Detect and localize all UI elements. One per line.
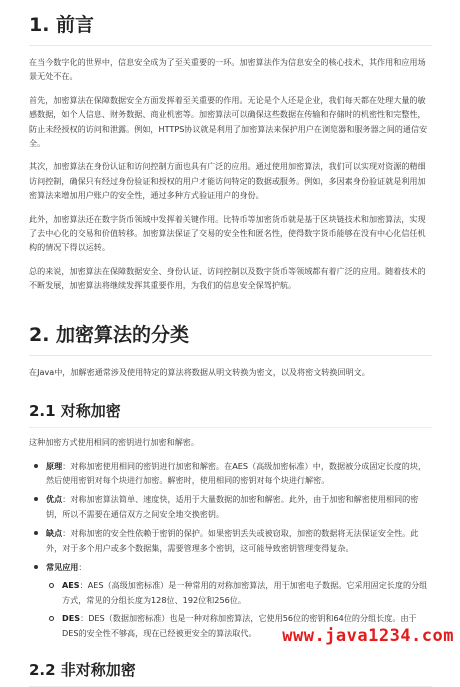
list-item-disadvantages bbox=[29, 526, 432, 555]
list-item-label: 优点 bbox=[46, 494, 63, 505]
list-item-text: 对称加密使用相同的密钥进行加密和解密。在AES（高级加密标准）中，数据被分成固定长度的块，然后使用密钥对每个块进行加密。解密时，使用相同的密钥对每个块进行解密。 bbox=[46, 460, 427, 485]
sublist-item-separator: ： bbox=[80, 613, 89, 624]
sublist-item-separator: ： bbox=[79, 580, 88, 591]
list-item-separator: ： bbox=[62, 460, 71, 471]
list-item-separator: ： bbox=[62, 494, 71, 505]
list-item-label: 常见应用 bbox=[46, 561, 79, 572]
sublist-item-label: AES bbox=[62, 580, 80, 591]
list-item-text: 对称加密算法简单、速度快，适用于大量数据的加密和解密。此外，由于加密和解密使用相同的密钥，所以不需要在通信双方之间安全地交换密钥。 bbox=[46, 494, 419, 519]
site-watermark: www.java1234.com bbox=[282, 626, 454, 646]
subsection-2-1-heading: 2.1 对称加密 bbox=[29, 401, 432, 428]
list-item-advantages bbox=[29, 492, 432, 521]
subsection-2-1-intro: 这种加密方式使用相同的密钥进行加密和解密。 bbox=[29, 437, 199, 448]
list-item-label: 原理 bbox=[46, 460, 63, 471]
list-item-principle bbox=[29, 459, 432, 488]
sublist-item-aes bbox=[46, 578, 432, 607]
section-2-heading: 2. 加密算法的分类 bbox=[29, 323, 432, 356]
section-2-intro: 在Java中，加解密通常涉及使用特定的算法将数据从明文转换为密文，以及将密文转换回明文。 bbox=[29, 366, 370, 377]
subsection-2-2-heading: 2.2 非对称加密 bbox=[29, 660, 432, 687]
list-item-separator: ： bbox=[78, 561, 87, 572]
section-1-paragraph-4: 此外，加密算法还在数字货币领域中发挥着关键作用。比特币等加密货币就是基于区块链技术和加密算法，实现了去中心化的交易和价值转移。加密算法保证了交易的安全性和匿名性，使得数字货币能够在没有中心化信任机构的情况下得以运转。 bbox=[29, 213, 426, 253]
list-item-text: 对称加密的安全性依赖于密钥的保护。如果密钥丢失或被窃取，加密的数据将无法保证安全性。此外，对于多个用户或多个数据集，需要管理多个密钥，这可能导致密钥管理变得复杂。 bbox=[46, 528, 419, 553]
sublist-item-text: AES（高级加密标准）是一种常用的对称加密算法，用于加密电子数据。它采用固定长度的分组方式，常见的分组长度为128位、192位和256位。 bbox=[62, 580, 428, 605]
symmetric-points-list bbox=[29, 459, 432, 640]
list-item-label: 缺点 bbox=[46, 528, 63, 539]
list-item-separator: ： bbox=[62, 528, 71, 539]
section-1-paragraph-1: 在当今数字化的世界中，信息安全成为了至关重要的一环。加密算法作为信息安全的核心技术，其作用和应用场景无处不在。 bbox=[29, 57, 426, 82]
section-1-heading: 1. 前言 bbox=[29, 0, 432, 46]
section-1-paragraph-3: 其次，加密算法在身份认证和访问控制方面也具有广泛的应用。通过使用加密算法，我们可以实现对资源的精细访问控制，确保只有经过身份验证和授权的用户才能访问特定的数据或服务。例如，多因素身份验证就是利用加密算法来增加用户账户的安全性，通过多种方式验证用户的身份。 bbox=[29, 161, 426, 201]
section-1-paragraph-5: 总的来说，加密算法在保障数据安全、身份认证、访问控制以及数字货币等领域都有着广泛的应用。随着技术的不断发展，加密算法将继续发挥其重要作用，为我们的信息安全保驾护航。 bbox=[29, 265, 426, 291]
section-1-paragraph-2: 首先，加密算法在保障数据安全方面发挥着至关重要的作用。无论是个人还是企业，我们每天都在处理大量的敏感数据，如个人信息、财务数据、商业机密等。加密算法可以确保这些数据在传输和存储时的机密性和完整性，防止未经授权的访问和泄露。例如，HTTPS协议就是利用了加密算法来保护用户在浏览器和服务器之间的通信安全。 bbox=[29, 94, 428, 149]
sublist-item-label: DES bbox=[62, 613, 81, 624]
sublist-item-text: DES（数据加密标准）也是一种对称加密算法，它使用56位的密钥和64位的分组长度。由于DES的安全性不够高，现在已经被更安全的算法取代。 bbox=[62, 613, 417, 638]
